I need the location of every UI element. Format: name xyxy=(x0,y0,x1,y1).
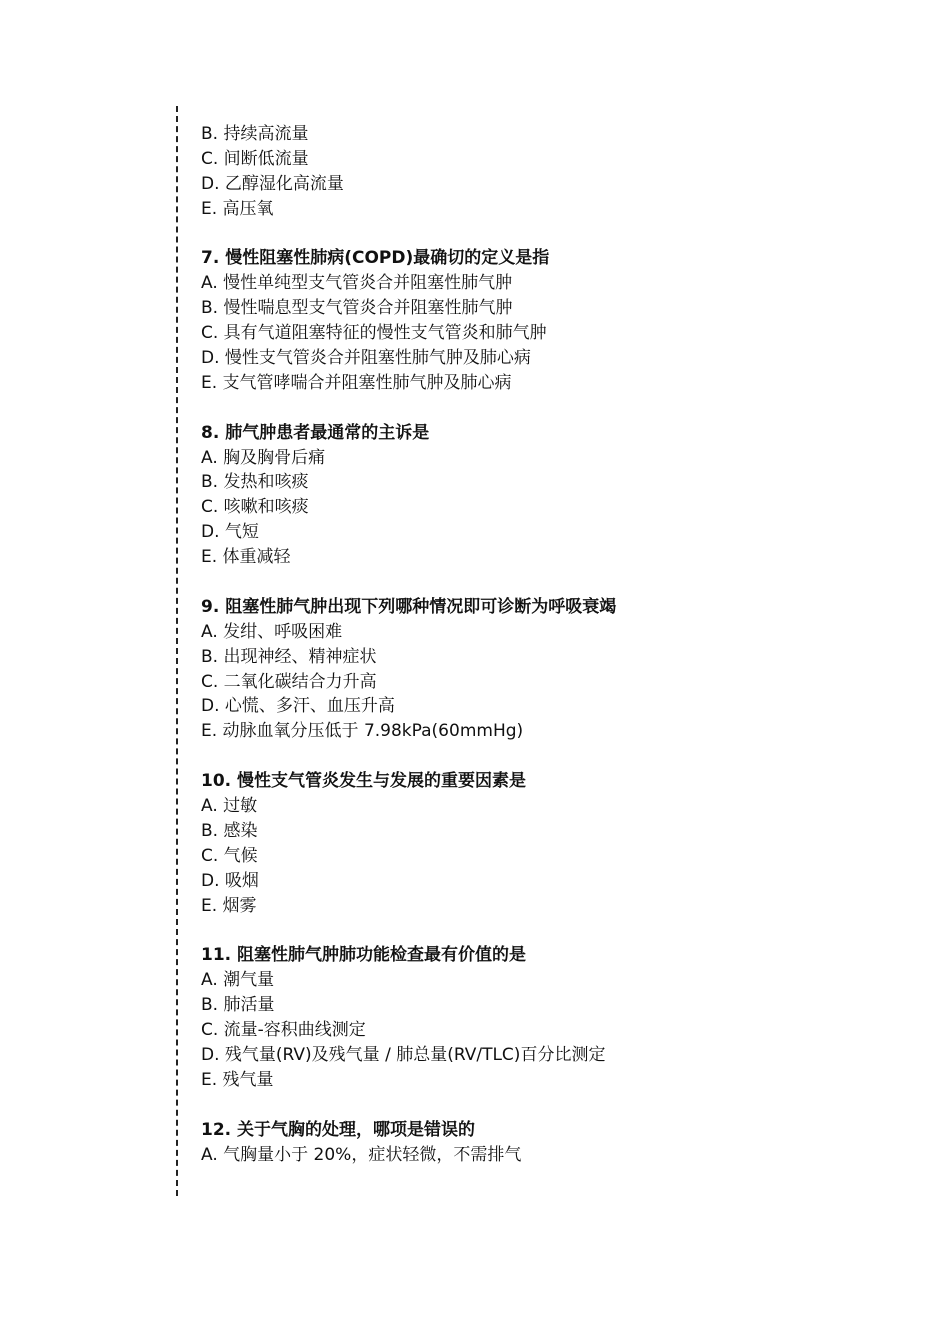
question-8: 8. 肺气肿患者最通常的主诉是 xyxy=(201,422,430,443)
option-c: C. 气候 xyxy=(201,845,258,866)
option-a: A. 慢性单纯型支气管炎合并阻塞性肺气肿 xyxy=(201,273,513,294)
option-c: C. 二氧化碳结合力升高 xyxy=(201,671,377,692)
option-b: B. 肺活量 xyxy=(201,995,275,1016)
question-block-8 xyxy=(201,421,901,570)
option-c: C. 间断低流量 xyxy=(201,148,309,169)
option-c: C. 具有气道阻塞特征的慢性支气管炎和肺气肿 xyxy=(201,323,547,344)
option-b: B. 慢性喘息型支气管炎合并阻塞性肺气肿 xyxy=(201,298,513,319)
question-11: 11. 阻塞性肺气肿肺功能检查最有价值的是 xyxy=(201,945,527,966)
spacer xyxy=(201,396,901,421)
option-b: B. 发热和咳痰 xyxy=(201,472,309,493)
question-10: 10. 慢性支气管炎发生与发展的重要因素是 xyxy=(201,771,527,792)
option-d: D. 气短 xyxy=(201,522,259,543)
question-9: 9. 阻塞性肺气肿出现下列哪种情况即可诊断为呼吸衰竭 xyxy=(201,596,617,617)
option-e: E. 残气量 xyxy=(201,1069,274,1090)
option-d: D. 慢性支气管炎合并阻塞性肺气肿及肺心病 xyxy=(201,348,531,369)
option-b: B. 出现神经、精神症状 xyxy=(201,646,377,667)
option-e: E. 高压氧 xyxy=(201,198,274,219)
option-e: E. 体重减轻 xyxy=(201,547,291,568)
option-e: E. 动脉血氧分压低于 7.98kPa(60mmHg) xyxy=(201,721,524,742)
option-d: D. 残气量(RV)及残气量 / 肺总量(RV/TLC)百分比测定 xyxy=(201,1044,606,1065)
spacer xyxy=(201,570,901,595)
option-d: D. 心慌、多汗、血压升高 xyxy=(201,696,395,717)
option-e: E. 烟雾 xyxy=(201,895,257,916)
option-c: C. 流量-容积曲线测定 xyxy=(201,1020,366,1041)
spacer xyxy=(201,1093,901,1118)
question-12: 12. 关于气胸的处理，哪项是错误的 xyxy=(201,1119,476,1140)
question-block-12 xyxy=(201,1118,901,1168)
question-block-10 xyxy=(201,769,901,918)
option-a: A. 气胸量小于 20%，症状轻微，不需排气 xyxy=(201,1144,522,1165)
option-c: C. 咳嗽和咳痰 xyxy=(201,497,309,518)
question-block-9 xyxy=(201,595,901,744)
option-a: A. 过敏 xyxy=(201,796,258,817)
spacer xyxy=(201,222,901,247)
option-d: D. 乙醇湿化高流量 xyxy=(201,173,344,194)
spacer xyxy=(201,919,901,944)
option-d: D. 吸烟 xyxy=(201,870,259,891)
question-block-7 xyxy=(201,246,901,395)
exam-content xyxy=(201,122,901,1167)
spacer xyxy=(201,744,901,769)
option-a: A. 胸及胸骨后痛 xyxy=(201,447,326,468)
question-block-6-continued xyxy=(201,122,901,222)
question-block-11 xyxy=(201,943,901,1092)
dashed-binding-line xyxy=(176,106,178,1196)
option-b: B. 持续高流量 xyxy=(201,124,309,144)
option-a: A. 发绀、呼吸困难 xyxy=(201,621,343,642)
option-e: E. 支气管哮喘合并阻塞性肺气肿及肺心病 xyxy=(201,372,512,393)
option-a: A. 潮气量 xyxy=(201,970,275,991)
option-b: B. 感染 xyxy=(201,820,258,841)
question-7: 7. 慢性阻塞性肺病(COPD)最确切的定义是指 xyxy=(201,248,550,269)
